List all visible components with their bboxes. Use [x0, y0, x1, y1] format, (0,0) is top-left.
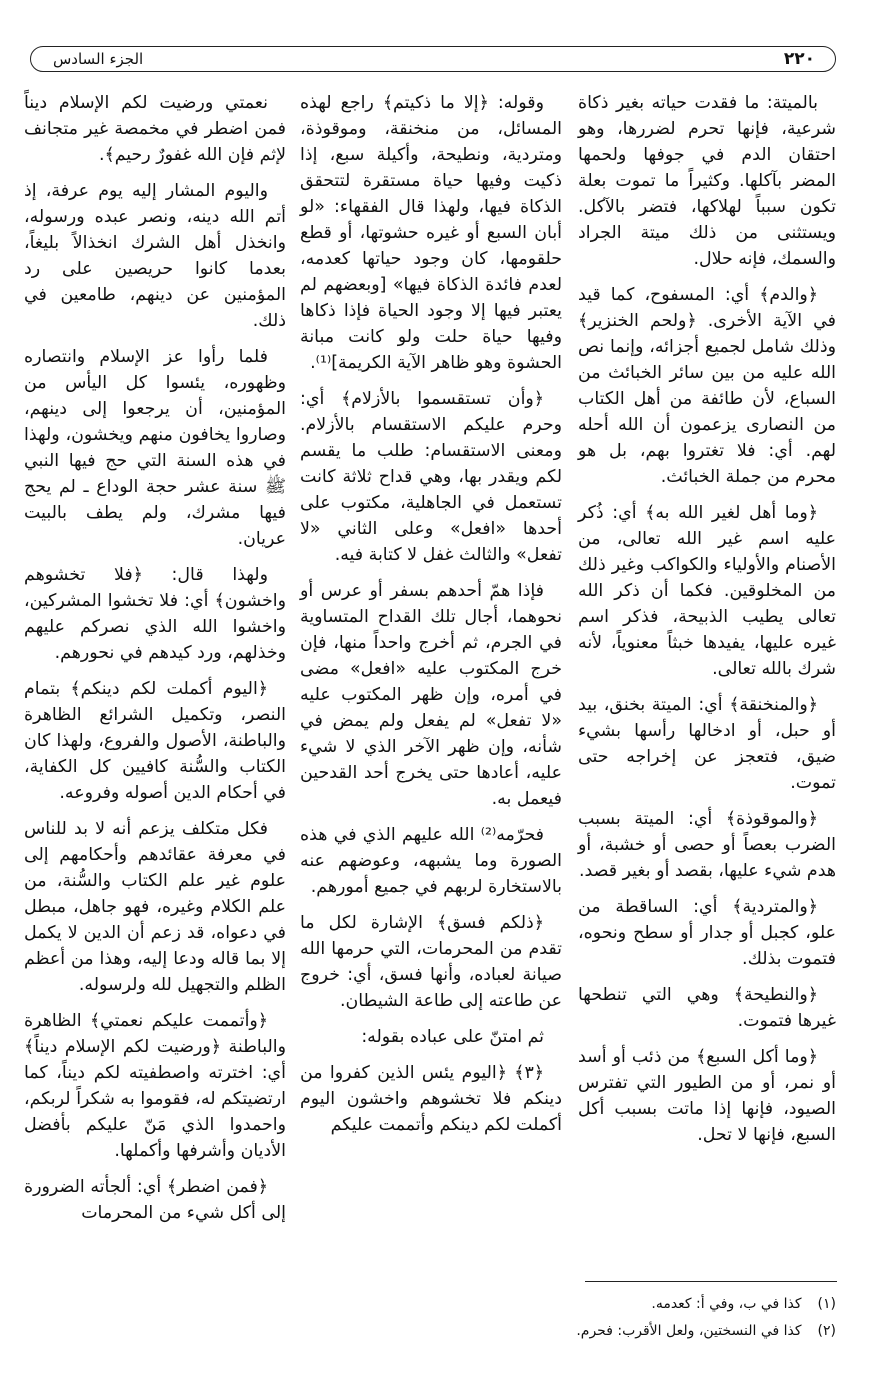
- paragraph: ثم امتنّ على عباده بقوله:: [361, 1027, 544, 1047]
- paragraph: ﴿والمنخنقة﴾ أي: الميتة بخنق، بيد أو حبل، أو ادخالها رأسها بشيء ضيق، فتعجز عن إخراجه حتى تموت.: [578, 695, 836, 793]
- volume-title: الجزء السادس: [53, 50, 144, 68]
- paragraph: فحرّمه⁽²⁾ الله عليهم الذي في هذه الصورة وما يشبهه، وعوضهم عنه بالاستخارة لربهم في جميع أمورهم.: [300, 825, 562, 897]
- paragraph: فإذا همّ أحدهم بسفر أو عرس أو نحوهما، أجال تلك القداح المتساوية في الجرم، ثم أخرج واحداً منها، فإن خرج المكتوب عليه «افعل» مضى في أمره، وإن ظهر المكتوب عليه «لا تفعل» لم يفعل ولم يمض في شأنه، وإن ظهر الآخر الذي لا شيء عليه، أعادها حتى يخرج أحد القدحين فيعمل به.: [300, 581, 562, 809]
- footnote-number: (١): [817, 1296, 836, 1312]
- text-column-left: [24, 90, 286, 1236]
- paragraph: ﴿وما أهل لغير الله به﴾ أي: ذُكر عليه اسم غير الله تعالى، من الأصنام والأولياء والكواكب وغير ذلك من المخلوقين. فكما أن ذكر الله تعالى يطيب الذبيحة، فذكر اسم غيره عليها، يفيدها خبثاً معنوياً، لأنه شرك بالله تعالى.: [578, 503, 836, 679]
- paragraph: ﴿اليوم أكملت لكم دينكم﴾ بتمام النصر، وتكميل الشرائع الظاهرة والباطنة، الأصول والفروع، ولهذا كان الكتاب والسُّنة كافيين كل الكفاية، في أحكام الدين أصوله وفروعه.: [24, 679, 286, 803]
- footnotes: [430, 1291, 836, 1345]
- paragraph: بالميتة: ما فقدت حياته بغير ذكاة شرعية، فإنها تحرم لضررها، وهو احتقان الدم في جوفها ولحمها المضر بآكلها. وكثيراً ما تموت بعلة تكون سبباً لهلاكها، فتضر بالآكل. ويستثنى من ذلك ميتة الجراد والسمك، فإنه حلال.: [578, 93, 836, 269]
- footnote: [430, 1291, 836, 1318]
- footnote-divider: [585, 1281, 837, 1282]
- footnote-text: كذا في ب، وفي أ: كعدمه.: [651, 1296, 802, 1312]
- page-header: [30, 46, 836, 72]
- paragraph: ﴿وأن تستقسموا بالأزلام﴾ أي: وحرم عليكم الاستقسام بالأزلام. ومعنى الاستقسام: طلب ما يقسم لكم ويقدر بها، وهي قداح ثلاثة كانت تستعمل في الجاهلية، مكتوب على أحدها «افعل» وعلى الثاني «لا تفعل» والثالث غفل لا كتابة فيه.: [300, 389, 562, 565]
- paragraph: فكل متكلف يزعم أنه لا بد للناس في معرفة عقائدهم وأحكامهم إلى علوم غير علم الكتاب والسُّنة، من علم الكلام وغيره، فهو جاهل، مبطل في دعواه، قد زعم أن الدين لا يكمل إلا بما قاله ودعا إليه، وهذا من أعظم الظلم والتجهيل لله ولرسوله.: [24, 819, 286, 995]
- paragraph: ﴿والموقوذة﴾ أي: الميتة بسبب الضرب بعصاً أو حصى أو خشبة، أو هدم شيء عليها، بقصد أو بغير قصد.: [578, 809, 836, 881]
- paragraph: ﴿ذلكم فسق﴾ الإشارة لكل ما تقدم من المحرمات، التي حرمها الله صيانة لعباده، وأنها فسق، أي: خروج عن طاعته إلى طاعة الشيطان.: [300, 913, 562, 1011]
- paragraph: ﴿٣﴾ ﴿اليوم يئس الذين كفروا من دينكم فلا تخشوهم واخشون اليوم أكملت لكم دينكم وأتممت عليكم: [300, 1063, 562, 1135]
- paragraph: ﴿فمن اضطر﴾ أي: ألجأته الضرورة إلى أكل شيء من المحرمات: [24, 1177, 286, 1223]
- paragraph: ﴿وأتممت عليكم نعمتي﴾ الظاهرة والباطنة ﴿ورضيت لكم الإسلام ديناً﴾ أي: اخترته واصطفيته لكم ديناً، كما ارتضيتكم له، فقوموا به شكراً لربكم، واحمدوا الذي مَنّ عليكم بأفضل الأديان وأشرفها وأكملها.: [24, 1011, 286, 1161]
- text-column-right: [578, 90, 836, 1158]
- paragraph: ﴿والدم﴾ أي: المسفوح، كما قيد في الآية الأخرى. ﴿ولحم الخنزير﴾ وذلك شامل لجميع أجزائه، وإنما نص الله عليه من بين سائر الخبائث من السباع، لأن طائفة من أهل الكتاب من النصارى يزعمون أن الله أحله لهم. أي: فلا تغتروا بهم، بل هو محرم من جملة الخبائث.: [578, 285, 836, 487]
- paragraph: ﴿والنطيحة﴾ وهي التي تنطحها غيرها فتموت.: [578, 985, 836, 1031]
- footnote-text: كذا في النسختين، ولعل الأقرب: فحرم.: [576, 1323, 802, 1339]
- page-number: ٢٢٠: [783, 49, 815, 69]
- paragraph: ﴿والمتردية﴾ أي: الساقطة من علو، كجبل أو جدار أو سطح ونحوه، فتموت بذلك.: [578, 897, 836, 969]
- paragraph: فلما رأوا عز الإسلام وانتصاره وظهوره، يئسوا كل اليأس من المؤمنين، أن يرجعوا إلى دينهم، وصاروا يخافون منهم ويخشون، ولهذا في هذه السنة التي حج فيها النبي ﷺ سنة عشر حجة الوداع ـ لم يحج فيها مشرك، ولم يطف بالبيت عريان.: [24, 347, 286, 549]
- footnote-number: (٢): [817, 1323, 836, 1339]
- paragraph: واليوم المشار إليه يوم عرفة، إذ أتم الله دينه، ونصر عبده ورسوله، وانخذل أهل الشرك انخذالاً بليغاً، بعدما كانوا حريصين على رد المؤمنين عن دينهم، طامعين في ذلك.: [24, 181, 286, 331]
- paragraph: وقوله: ﴿إلا ما ذكيتم﴾ راجع لهذه المسائل، من منخنقة، وموقوذة، ومتردية، ونطيحة، وأكيلة سبع، إذا ذكيت وفيها حياة مستقرة لتتحقق الذكاة فيها، ولهذا قال الفقهاء: «لو أبان السبع أو غيره حشوتها، أو قطع حلقومها، كان وجود حياتها كعدمه، لعدم فائدة الذكاة فيها» [وبعضهم لم يعتبر فيها إلا وجود الحياة فإذا ذكاها وفيها حياة حلت ولو كانت مبانة الحشوة وهو ظاهر الآية الكريمة]⁽¹⁾.: [300, 93, 562, 373]
- paragraph: ﴿وما أكل السبع﴾ من ذئب أو أسد أو نمر، أو من الطيور التي تفترس الصيود، فإنها إذا ماتت بسبب أكل السبع، فإنها لا تحل.: [578, 1047, 836, 1145]
- footnote: [430, 1318, 836, 1345]
- paragraph: ولهذا قال: ﴿فلا تخشوهم واخشون﴾ أي: فلا تخشوا المشركين، واخشوا الله الذي نصركم عليهم وخذلهم، ورد كيدهم في نحورهم.: [24, 565, 286, 663]
- paragraph: نعمتي ورضيت لكم الإسلام ديناً فمن اضطر في مخمصة غير متجانف لإثم فإن الله غفورٌ رحيم﴾.: [24, 93, 286, 165]
- text-column-middle: [300, 90, 562, 1148]
